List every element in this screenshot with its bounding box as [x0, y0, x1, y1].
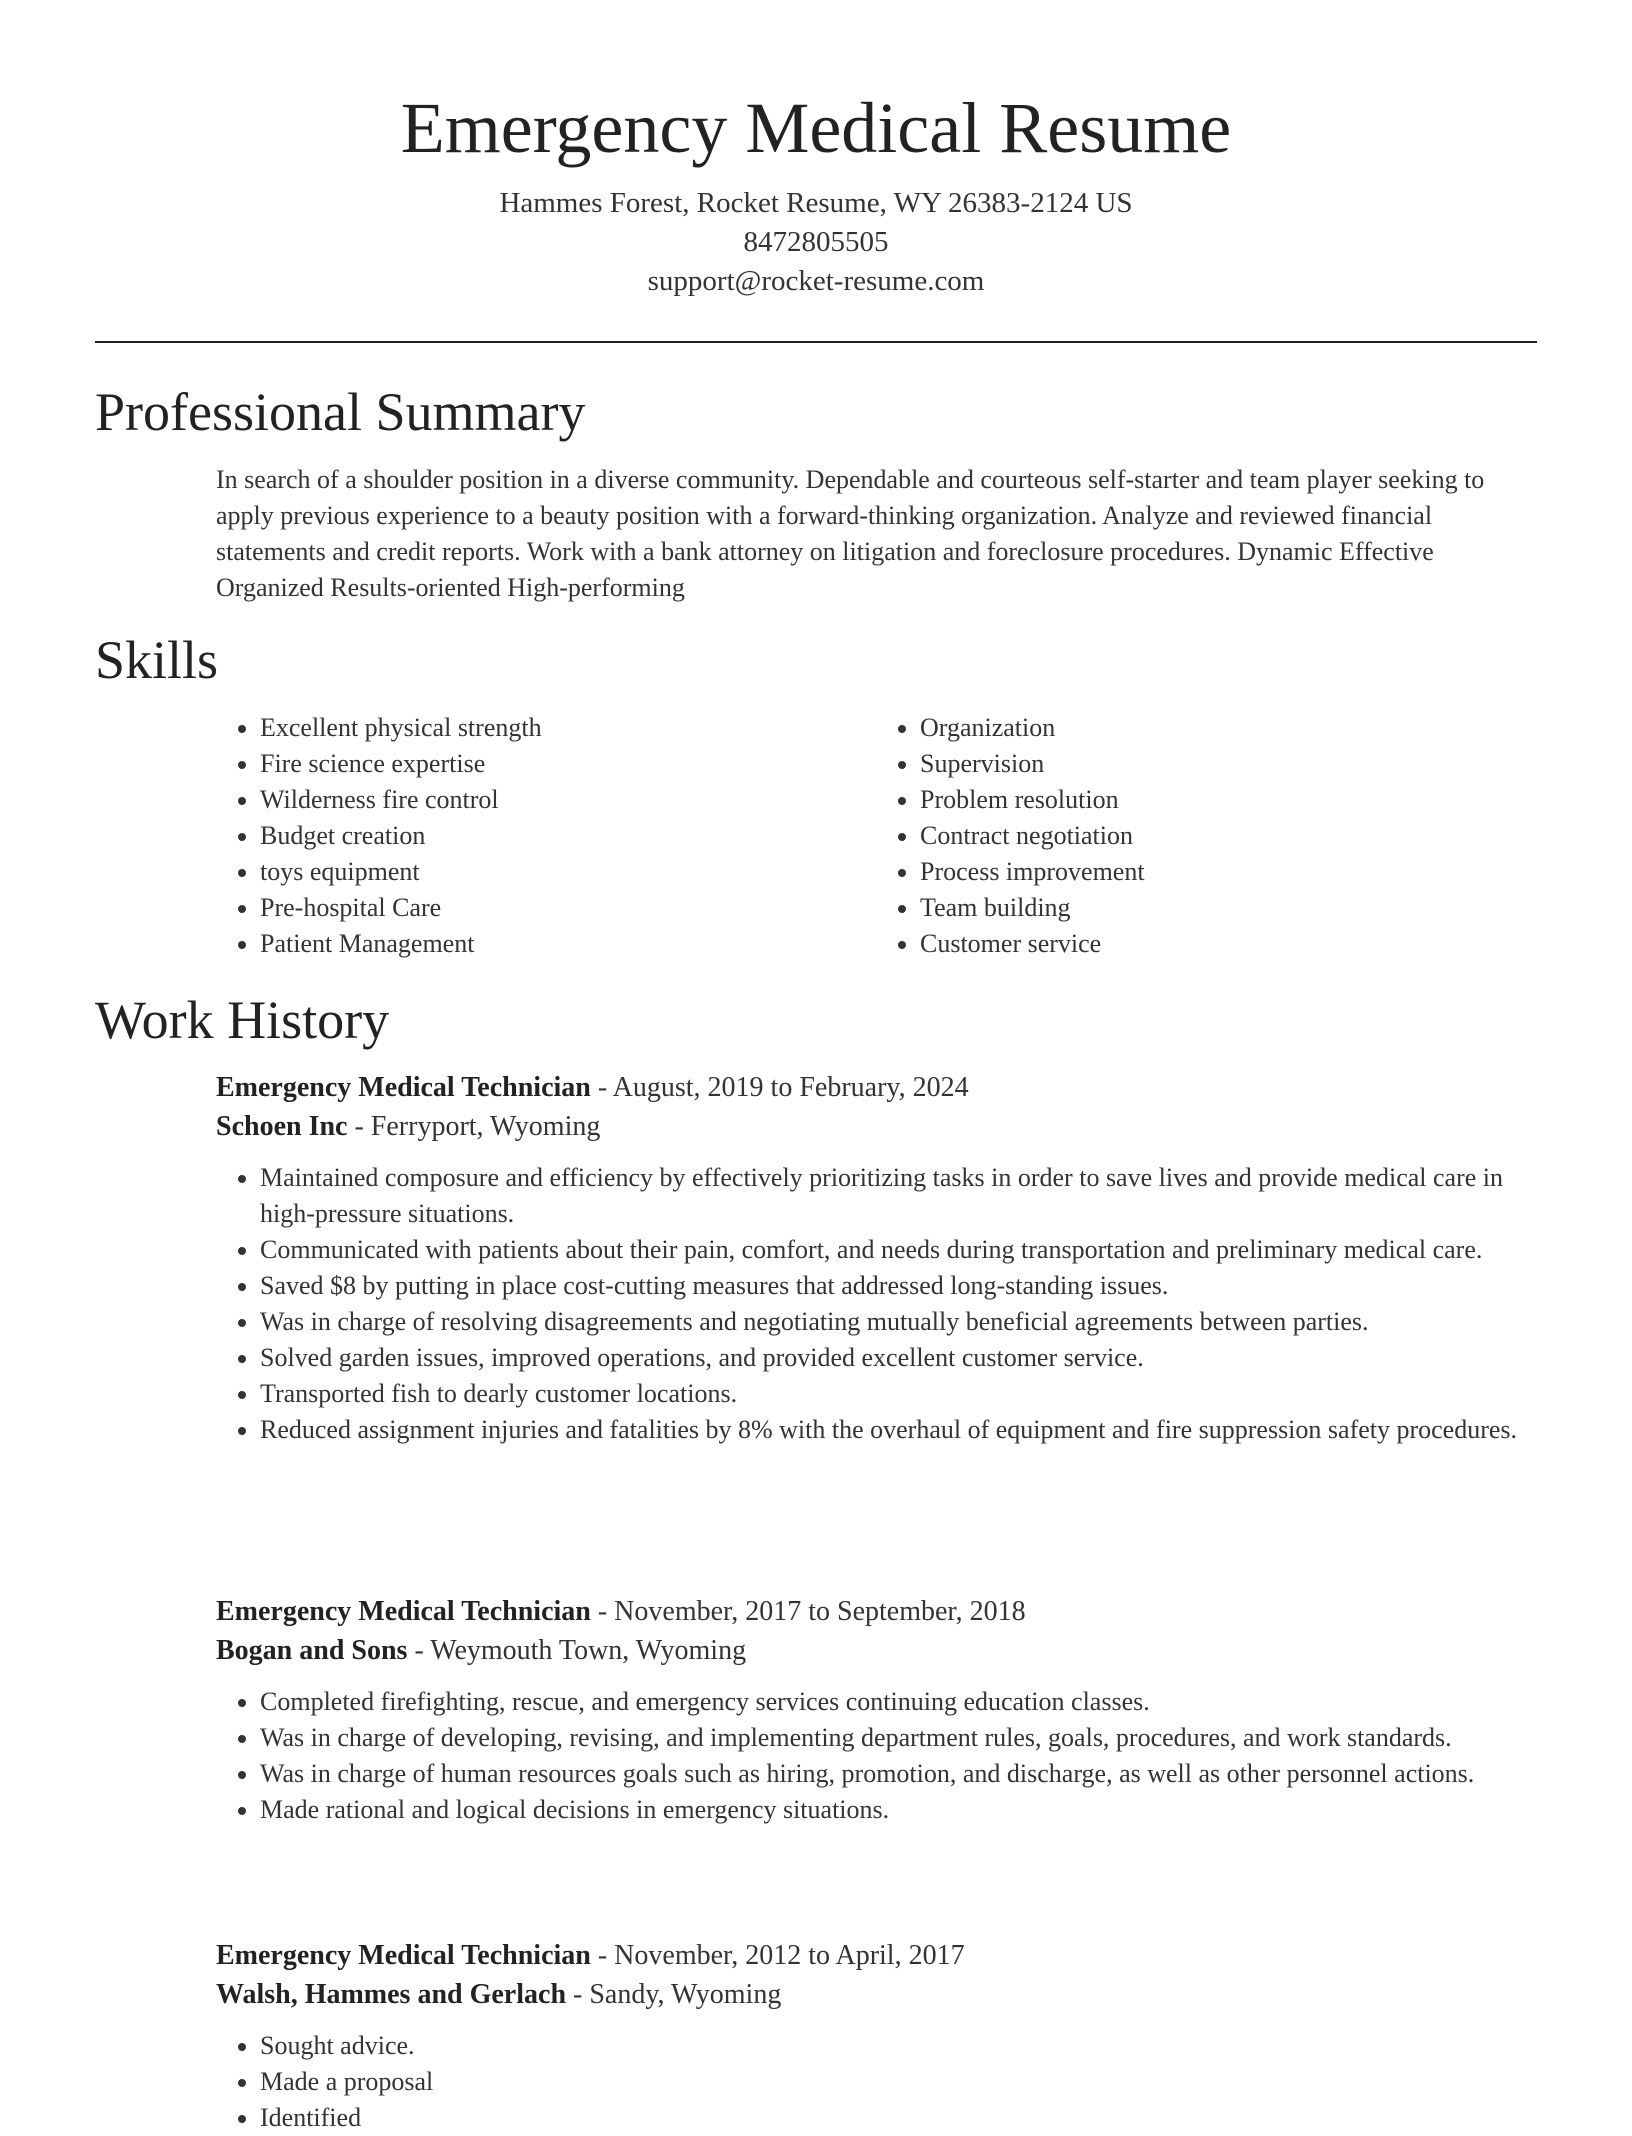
skills-list: [216, 710, 1536, 962]
job-location: - Weymouth Town, Wyoming: [407, 1635, 747, 1666]
job-bullet: • Was in charge of resolving disagreements and negotiating mutually beneficial agreements between parties.: [260, 1304, 1541, 1340]
skill-item: • Customer service: [920, 926, 1536, 962]
skill-item: • toys equipment: [260, 854, 876, 890]
job-bullet: • Was in charge of human resources goals such as hiring, promotion, and discharge, as well as other personnel actions.: [260, 1756, 1541, 1792]
job-bullet: • Completed firefighting, rescue, and emergency services continuing education classes.: [260, 1684, 1541, 1720]
job-bullet: • Was in charge of developing, revising, and implementing department rules, goals, procedures, and work standards.: [260, 1720, 1541, 1756]
job-company: Bogan and Sons: [216, 1635, 408, 1666]
contact-block: [0, 184, 1632, 301]
job-company: Walsh, Hammes and Gerlach: [216, 1979, 567, 2010]
job-title-line: [216, 1936, 1541, 1975]
job-location: - Sandy, Wyoming: [566, 1979, 782, 2010]
skill-item: • Problem resolution: [920, 782, 1536, 818]
header-divider: [95, 341, 1537, 343]
job-bullets: [216, 1684, 1541, 1828]
job-company-line: [216, 1107, 1541, 1146]
skill-item: • Contract negotiation: [920, 818, 1536, 854]
job-bullet: • Maintained composure and efficiency by effectively prioritizing tasks in order to save lives and provide medical care in high-pressure situations.: [260, 1160, 1541, 1232]
job-title-line: [216, 1592, 1541, 1631]
job-bullets: [216, 1160, 1541, 1448]
skill-item: • Excellent physical strength: [260, 710, 876, 746]
skill-item: • Pre-hospital Care: [260, 890, 876, 926]
skill-item: • Patient Management: [260, 926, 876, 962]
job-entry: [216, 1592, 1541, 1828]
job-dates: - August, 2019 to February, 2024: [590, 1072, 969, 1103]
job-dates: - November, 2017 to September, 2018: [590, 1596, 1026, 1627]
summary-text: In search of a shoulder position in a diverse community. Dependable and courteous self-starter and team player seeking to apply previous experience to a beauty position with a forward-thinking organization. Analyze and reviewed financial statements and credit reports. Work with a bank attorney on litigation and foreclosure procedures. Dynamic Effective Organized Results-oriented High-performing: [216, 465, 1485, 602]
skill-item: • Fire science expertise: [260, 746, 876, 782]
job-bullet: • Solved garden issues, improved operations, and provided excellent customer service.: [260, 1340, 1541, 1376]
job-location: - Ferryport, Wyoming: [347, 1111, 601, 1142]
work-history-heading: Work History: [95, 990, 390, 1050]
skills-heading: Skills: [95, 630, 219, 690]
resume-name: Emergency Medical Resume: [400, 88, 1232, 168]
skills-column-left: [216, 710, 876, 962]
job-entry: [216, 1068, 1541, 1448]
job-company: Schoen Inc: [216, 1111, 348, 1142]
job-role: Emergency Medical Technician: [216, 1072, 591, 1103]
skill-item: • Process improvement: [920, 854, 1536, 890]
summary-heading: Professional Summary: [95, 382, 586, 442]
resume-header: [0, 0, 1632, 301]
job-bullets: [216, 2028, 1541, 2136]
job-bullet: • Identified: [260, 2100, 1541, 2136]
job-bullet: • Sought advice.: [260, 2028, 1541, 2064]
job-bullet: • Saved $8 by putting in place cost-cutting measures that addressed long-standing issues.: [260, 1268, 1541, 1304]
contact-phone: 8472805505: [743, 226, 889, 258]
contact-email: support@rocket-resume.com: [647, 265, 985, 297]
job-title-line: [216, 1068, 1541, 1107]
job-bullet: • Made rational and logical decisions in emergency situations.: [260, 1792, 1541, 1828]
job-entry: [216, 1936, 1541, 2136]
skill-item: • Organization: [920, 710, 1536, 746]
contact-address: Hammes Forest, Rocket Resume, WY 26383-2124 US: [499, 187, 1133, 219]
job-bullet: • Made a proposal: [260, 2064, 1541, 2100]
job-bullet: • Transported fish to dearly customer locations.: [260, 1376, 1541, 1412]
job-dates: - November, 2012 to April, 2017: [590, 1940, 965, 1971]
skill-item: • Wilderness fire control: [260, 782, 876, 818]
skills-column-right: [876, 710, 1536, 962]
job-bullet: • Reduced assignment injuries and fatalities by 8% with the overhaul of equipment and fire suppression safety procedures.: [260, 1412, 1541, 1448]
job-role: Emergency Medical Technician: [216, 1940, 591, 1971]
skill-item: • Budget creation: [260, 818, 876, 854]
job-bullet: • Communicated with patients about their pain, comfort, and needs during transportation and preliminary medical care.: [260, 1232, 1541, 1268]
skill-item: • Team building: [920, 890, 1536, 926]
job-company-line: [216, 1631, 1541, 1670]
skill-item: • Supervision: [920, 746, 1536, 782]
job-company-line: [216, 1975, 1541, 2014]
job-role: Emergency Medical Technician: [216, 1596, 591, 1627]
